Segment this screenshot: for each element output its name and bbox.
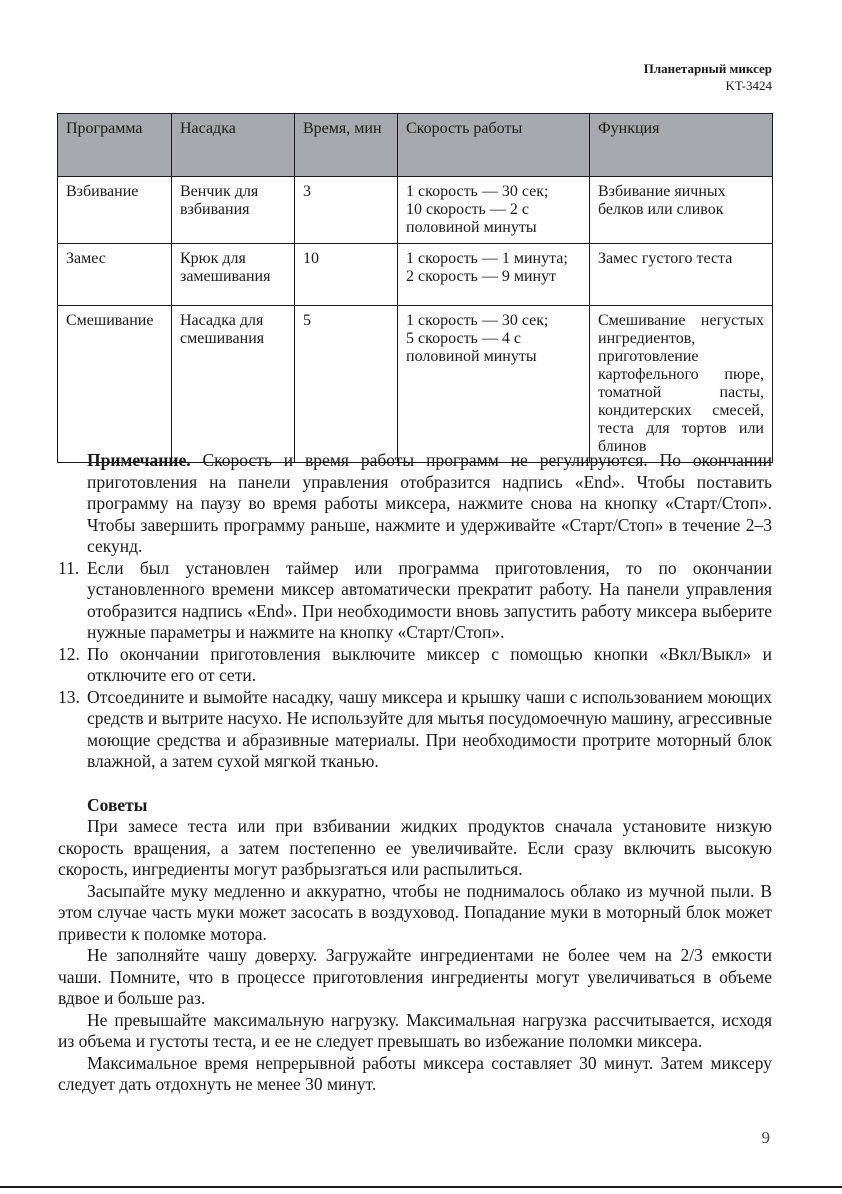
cell-function: Замес густого теста: [590, 244, 773, 306]
speed-line: 2 скорость — 9 минут: [406, 268, 557, 285]
tip-paragraph: Максимальное время непрерывной работы миксера составляет 30 минут. Затем миксеру следует дать отдохнуть не менее 30 минут.: [58, 1052, 772, 1094]
cell-time: 10: [295, 244, 398, 306]
col-header-attachment: Насадка: [172, 114, 295, 177]
cell-speed: [398, 177, 590, 244]
page-header: [644, 60, 772, 94]
tip-paragraph: Не заполняйте чашу доверху. Загружайте ингредиентами не более чем на 2/3 емкости чаши. Помните, что в процессе приготовления ингредиенты могут увеличиваться в объеме вдвое и больше раз.: [58, 945, 772, 1008]
col-header-program: Программа: [58, 114, 172, 177]
step-number: 12.: [58, 643, 80, 664]
speed-line: 1 скорость — 1 минута;: [406, 250, 568, 267]
speed-line: 5 скорость — 4 с половиной минуты: [406, 330, 537, 365]
note-paragraph: [58, 450, 772, 558]
cell-speed: [398, 244, 590, 306]
table-header-row: [58, 114, 773, 177]
product-model: KT-3424: [725, 78, 772, 93]
tip-paragraph: Засыпайте муку медленно и аккуратно, чтобы не поднималось облако из мучной пыли. В этом случае часть муки может засосать в воздуховод. Попадание муки в моторный блок может привести к поломке мотора.: [58, 880, 772, 944]
instructions-body: [58, 450, 772, 1096]
cell-attachment: Венчик для взбивания: [172, 177, 295, 244]
table-row: [58, 177, 773, 244]
cell-function: Смешивание негустых ингредиентов, приготовление картофельного пюре, томатной пасты, кондитерских смесей, теста для тортов или блинов: [590, 306, 773, 463]
programs-table: [57, 113, 773, 463]
tip-paragraph: При замесе теста или при взбивании жидких продуктов сначала установите низкую скорость вращения, а затем постепенно ее увеличивайте. Если сразу включить высокую скорость, ингредиенты могут разбрызгаться или распылиться.: [58, 816, 772, 879]
tips-heading: [58, 795, 772, 817]
cell-time: 3: [295, 177, 398, 244]
page-number: 9: [761, 1128, 770, 1147]
step-number: 11.: [58, 557, 80, 578]
list-item: [58, 644, 772, 687]
cell-program: Взбивание: [58, 177, 172, 244]
step-number: 13.: [58, 686, 80, 707]
speed-line: 1 скорость — 30 сек;: [406, 183, 549, 200]
product-title: Планетарный миксер: [643, 61, 772, 76]
table-row: [58, 244, 773, 306]
cell-speed: [398, 306, 590, 463]
note-text: Скорость и время работы программ не регулируются. По окончании приготовления на панели управления отобразится надпись «End». Чтобы поставить программу на паузу во время работы миксера, нажмите снова на кнопку «Старт/Стоп». Чтобы завершить программу раньше, нажмите и удерживайте «Старт/Стоп» в течение 2–3 секунд.: [87, 450, 772, 556]
cell-attachment: Насадка для смешивания: [172, 306, 295, 463]
note-label: Примечание.: [87, 450, 191, 470]
step-text: Отсоедините и вымойте насадку, чашу миксера и крышку чаши с использованием моющих средств и вытрите насухо. Не используйте для мытья посудомоечную машину, агрессивные моющие средства и абразивные материалы. При необходимости протрите моторный блок влажной, а затем сухой мягкой тканью.: [87, 686, 772, 771]
col-header-speed: Скорость работы: [398, 114, 590, 177]
list-item: [58, 558, 772, 644]
speed-line: 10 скорость — 2 с половиной минуты: [406, 201, 537, 236]
cell-time: 5: [295, 306, 398, 463]
step-text: По окончании приготовления выключите миксер с помощью кнопки «Вкл/Выкл» и отключите его от сети.: [87, 643, 772, 685]
speed-line: 1 скорость — 30 сек;: [406, 312, 549, 329]
table-row: [58, 306, 773, 463]
cell-function: Взбивание яичных белков или сливок: [590, 177, 773, 244]
cell-program: Смешивание: [58, 306, 172, 463]
tips-heading-text: Советы: [87, 794, 148, 815]
col-header-time: Время, мин: [295, 114, 398, 177]
cell-attachment: Крюк для замешивания: [172, 244, 295, 306]
tip-paragraph: Не превышайте максимальную нагрузку. Максимальная нагрузка рассчитывается, исходя из объема и густоты теста, и ее не следует превышать во избежание поломки миксера.: [58, 1009, 772, 1051]
list-item: [58, 687, 772, 773]
step-text: Если был установлен таймер или программа приготовления, то по окончании установленного времени миксер автоматически прекратит работу. На панели управления отобразится надпись «End». При необходимости вновь запустить работу миксера выберите нужные параметры и нажмите на кнопку «Старт/Стоп».: [87, 557, 772, 642]
footer-rule: [0, 1186, 842, 1188]
cell-program: Замес: [58, 244, 172, 306]
col-header-function: Функция: [590, 114, 773, 177]
